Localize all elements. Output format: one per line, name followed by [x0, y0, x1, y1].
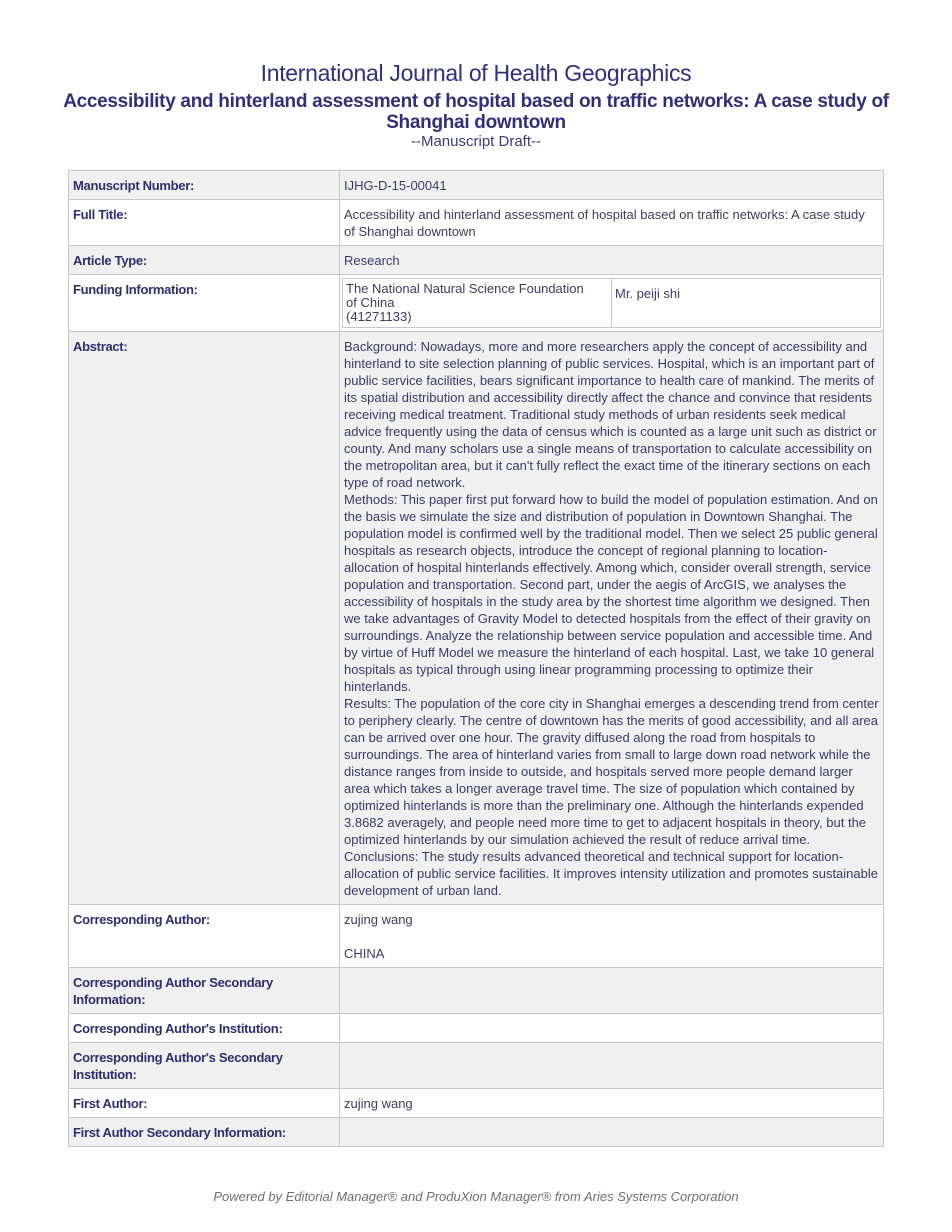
manuscript-number-value: IJHG-D-15-00041 [340, 171, 884, 200]
row-article-type [69, 246, 884, 275]
funding-information-label: Funding Information: [69, 275, 340, 332]
abstract-conclusions: Conclusions: The study results advanced theoretical and technical support for location-allocation of public service facilities. It improves intensity utilization and promotes sustainable development of urban land. [344, 849, 878, 898]
abstract-methods: Methods: This paper first put forward how to build the model of population estimation. And on the basis we simulate the size and distribution of population in Downtown Shanghai. The population model is confirmed well by the traditional model. Then we select 25 public general hospitals as research objects, introduce the concept of regional planning to location-allocation of hospital hinterlands effectively. Among which, consider overall strength, service population and transportation. Second part, under the aegis of ArcGIS, we analyses the accessibility of hospitals in the study area by the shortest time algorithm we designed. Then we take advantages of Gravity Model to detected hospitals from the effect of their gravity on surroundings. Analyze the relationship between service population and accessible time. And by virtue of Huff Model we measure the hinterland of each hospital. Last, we take 10 general hospitals as typical through using linear programming processing to optimize their hinterlands. [344, 492, 878, 694]
powered-by-footer: Powered by Editorial Manager® and ProduXion Manager® from Aries Systems Corporation [213, 1189, 739, 1204]
journal-name: International Journal of Health Geographics [260, 60, 692, 86]
abstract-results: Results: The population of the core city in Shanghai emerges a descending trend from center to periphery clearly. The centre of downtown has the merits of good accessibility, and all area can be arrived over one hour. The gravity diffused along the road from hospitals to surroundings. The area of hinterland varies from small to large down road network while the distance ranges from inside to outside, and hospitals served more people demand larger area which takes a longer average travel time. The size of population which contained by optimized hinterlands is more than the preliminary one. Although the hinterlands expended 3.8682 averagely, and people need more time to get to adjacent hospitals in theory, but the optimized hinterlands by our simulation achieved the result of reduce arrival time. [344, 696, 879, 847]
corresponding-author-label: Corresponding Author: [69, 905, 340, 968]
row-full-title [69, 200, 884, 246]
row-corresponding-author [69, 905, 884, 968]
row-corresponding-author-secondary [69, 968, 884, 1014]
funding-information-value [340, 275, 884, 332]
row-corresponding-author-institution [69, 1014, 884, 1043]
row-corresponding-author-secondary-institution [69, 1043, 884, 1089]
corresponding-author-spacer [344, 928, 879, 945]
funding-table [342, 278, 881, 328]
funding-grant-number: (41271133) [346, 309, 412, 324]
abstract-label: Abstract: [69, 332, 340, 905]
funding-agency [343, 279, 612, 328]
first-author-value: zujing wang [340, 1089, 884, 1118]
abstract-value [340, 332, 884, 905]
document-header [0, 58, 952, 150]
row-first-author-secondary [69, 1118, 884, 1147]
corresponding-author-institution-value [340, 1014, 884, 1043]
full-title-label: Full Title: [69, 200, 340, 246]
corresponding-author-secondary-value [340, 968, 884, 1014]
row-first-author [69, 1089, 884, 1118]
row-abstract [69, 332, 884, 905]
corresponding-author-value [340, 905, 884, 968]
article-type-value: Research [340, 246, 884, 275]
article-type-label: Article Type: [69, 246, 340, 275]
funding-agency-line1: The National Natural Science Foundation [346, 281, 584, 296]
corresponding-author-secondary-institution-value [340, 1043, 884, 1089]
first-author-label: First Author: [69, 1089, 340, 1118]
first-author-secondary-value [340, 1118, 884, 1147]
corresponding-author-secondary-institution-label: Corresponding Author's Secondary Institution: [69, 1043, 340, 1089]
corresponding-author-name: zujing wang [344, 912, 413, 927]
corresponding-author-secondary-label: Corresponding Author Secondary Information: [69, 968, 340, 1014]
first-author-secondary-label: First Author Secondary Information: [69, 1118, 340, 1147]
row-manuscript-number [69, 171, 884, 200]
funding-recipient: Mr. peiji shi [612, 279, 881, 328]
full-title-value: Accessibility and hinterland assessment of hospital based on traffic networks: A case study of Shanghai downtown [340, 200, 884, 246]
funding-agency-line2: of China [346, 295, 395, 310]
manuscript-title: Accessibility and hinterland assessment of hospital based on traffic networks: A case study of Shanghai downtown [63, 91, 889, 133]
abstract-background: Background: Nowadays, more and more researchers apply the concept of accessibility and hinterland to site selection planning of public services. Hospital, which is an important part of public service facilities, bears significant importance to health care of mankind. The merits of its spatial distribution and accessibility directly affect the chance and convince that residents receiving medical treatment. Traditional study methods of urban residents seek medical advice frequently using the data of census which is counted as a large unit such as district or county. And many scholars use a single means of transportation to calculate accessibility on the metropolitan area, but it can't fully reflect the exact time of the itinerary sections on each type of road network. [344, 339, 877, 490]
draft-label: --Manuscript Draft-- [410, 133, 541, 150]
manuscript-number-label: Manuscript Number: [69, 171, 340, 200]
manuscript-details-table [68, 170, 884, 1147]
row-funding-information [69, 275, 884, 332]
corresponding-author-institution-label: Corresponding Author's Institution: [69, 1014, 340, 1043]
corresponding-author-country: CHINA [344, 946, 385, 961]
